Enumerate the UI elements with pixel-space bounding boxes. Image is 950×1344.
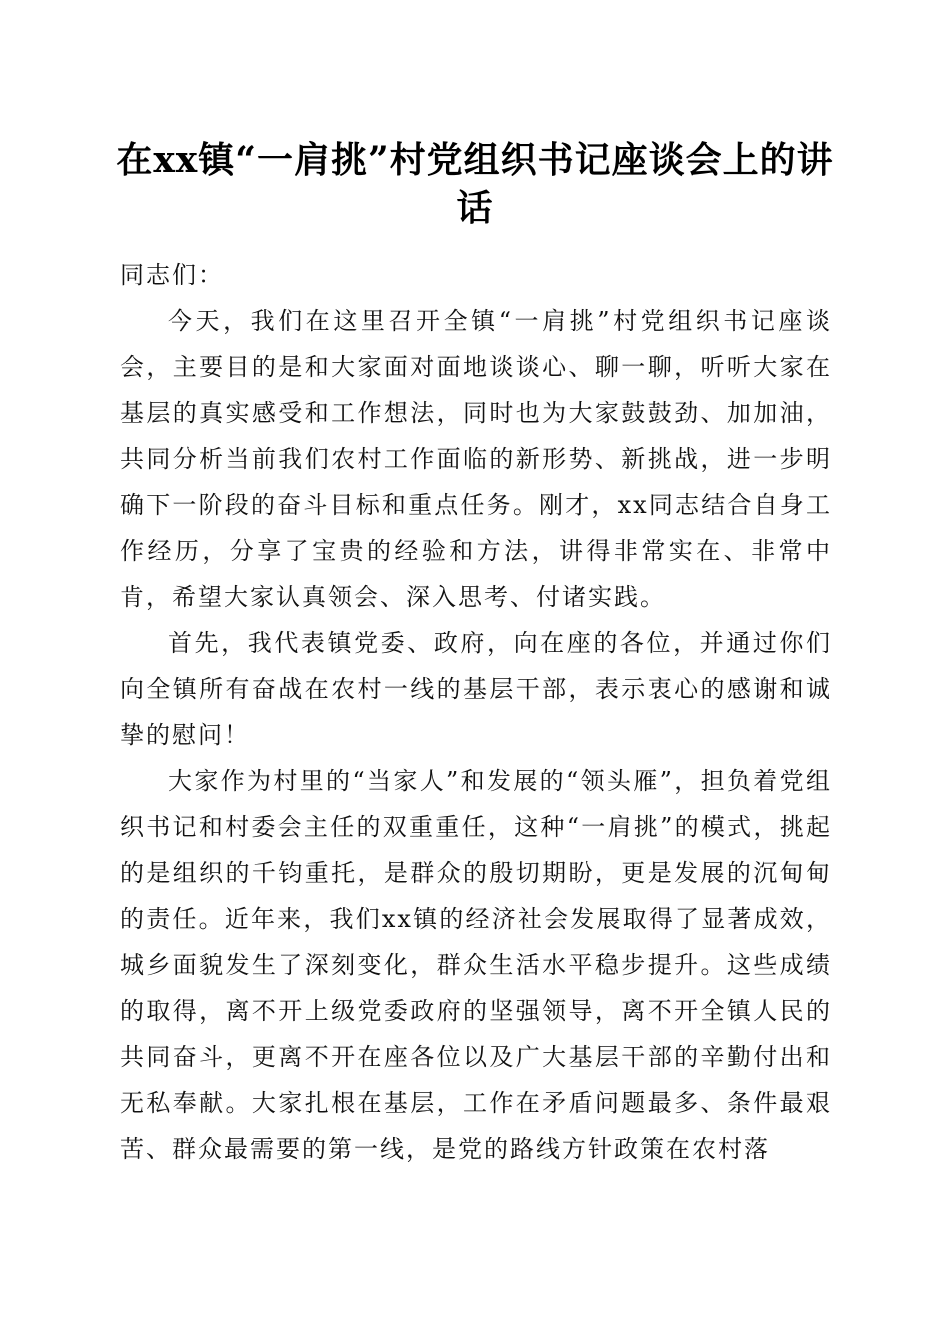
- paragraph: 首先，我代表镇党委、政府，向在座的各位，并通过你们向全镇所有奋战在农村一线的基层干部，表示衷心的感谢和诚挚的慰问！: [120, 629, 832, 749]
- salutation: 同志们：: [120, 261, 224, 289]
- document-title: 在xx镇“一肩挑”村党组织书记座谈会上的讲话: [116, 139, 834, 229]
- paragraph: 今天，我们在这里召开全镇“一肩挑”村党组织书记座谈会，主要目的是和大家面对面地谈谈心、聊一聊，听听大家在基层的真实感受和工作想法，同时也为大家鼓鼓劲、加加油，共同分析当前我们农村工作面临的新形势、新挑战，进一步明确下一阶段的奋斗目标和重点任务。刚才，xx同志结合自身工作经历，分享了宝贵的经验和方法，讲得非常实在、非常中肯，希望大家认真领会、深入思考、付诸实践。: [120, 307, 832, 611]
- document-body: [120, 252, 832, 1172]
- paragraph: 大家作为村里的“当家人”和发展的“领头雁”，担负着党组织书记和村委会主任的双重重任，这种“一肩挑”的模式，挑起的是组织的千钧重托，是群众的殷切期盼，更是发展的沉甸甸的责任。近年来，我们xx镇的经济社会发展取得了显著成效，城乡面貌发生了深刻变化，群众生活水平稳步提升。这些成绩的取得，离不开上级党委政府的坚强领导，离不开全镇人民的共同奋斗，更离不开在座各位以及广大基层干部的辛勤付出和无私奉献。大家扎根在基层，工作在矛盾问题最多、条件最艰苦、群众最需要的第一线，是党的路线方针政策在农村落: [120, 767, 832, 1163]
